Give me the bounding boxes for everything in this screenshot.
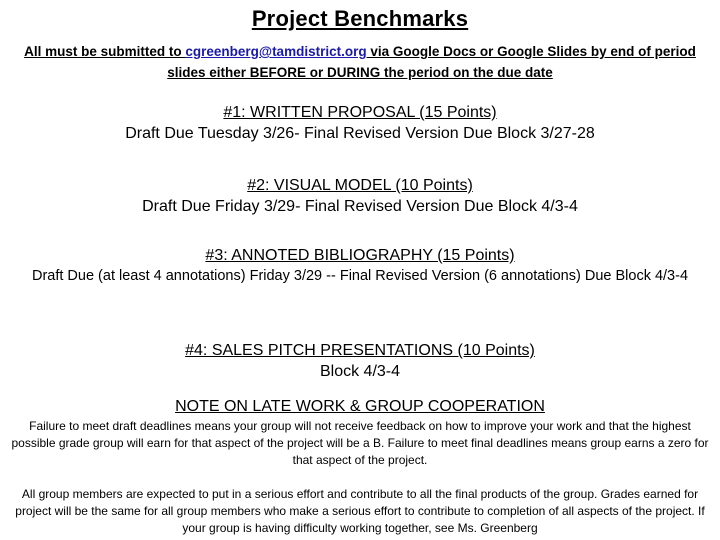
- email-link[interactable]: cgreenberg@tamdistrict.org: [185, 44, 367, 59]
- benchmark-3: [0, 245, 720, 287]
- benchmark-4-detail: Block 4/3-4: [319, 363, 401, 380]
- benchmark-1-detail: Draft Due Tuesday 3/26- Final Revised Version Due Block 3/27-28: [125, 125, 595, 142]
- submission-instructions: [14, 41, 706, 83]
- benchmark-2-heading: #2: VISUAL MODEL (10 Points): [247, 177, 473, 194]
- page-title: Project Benchmarks: [251, 6, 469, 31]
- group-cooperation-paragraph: All group members are expected to put in a serious effort and contribute to all the final products of the group. Grades earned for project will be the same for all group members who make a serious effort to contribute to completion of all aspects of the project. If your group is having difficulty working together, see Ms. Greenberg: [15, 487, 705, 535]
- benchmark-4: [0, 340, 720, 382]
- intro-text-start: All must be submitted to: [24, 44, 186, 59]
- intro-text-end: via Google Docs or Google Slides by end of period slides either BEFORE or DURING the period on the due date: [167, 44, 696, 80]
- benchmark-1-heading: #1: WRITTEN PROPOSAL (15 Points): [223, 104, 497, 121]
- benchmark-3-detail: Draft Due (at least 4 annotations) Friday 3/29 -- Final Revised Version (6 annotations) Due Block 4/3-4: [31, 268, 689, 284]
- benchmark-1: [0, 102, 720, 144]
- benchmark-3-heading: #3: ANNOTED BIBLIOGRAPHY (15 Points): [205, 247, 515, 264]
- benchmark-2-detail: Draft Due Friday 3/29- Final Revised Version Due Block 4/3-4: [142, 198, 578, 215]
- benchmark-2: [0, 175, 720, 217]
- late-work-paragraph: Failure to meet draft deadlines means your group will not receive feedback on how to improve your work and that the highest possible grade group will earn for that aspect of the project will be a B. Failure to meet final deadlines means group earns a zero for that aspect of the project.: [11, 419, 709, 467]
- benchmark-4-heading: #4: SALES PITCH PRESENTATIONS (10 Points): [185, 342, 535, 359]
- note-heading: NOTE ON LATE WORK & GROUP COOPERATION: [175, 398, 545, 415]
